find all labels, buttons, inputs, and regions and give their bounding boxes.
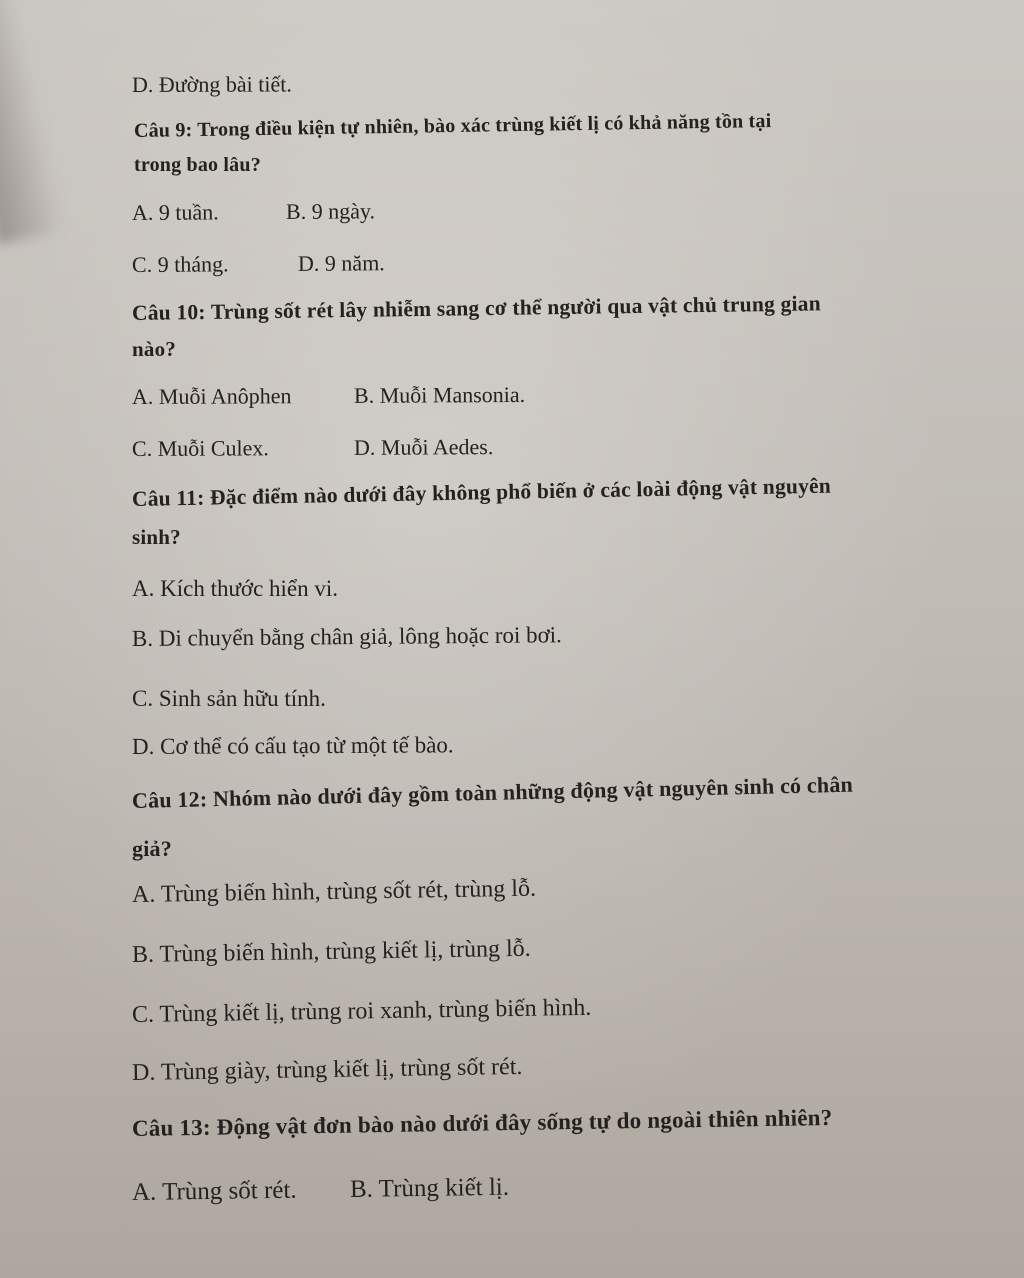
q9-options-cd: [132, 250, 385, 278]
q10-option-d: D. Muỗi Aedes.: [353, 434, 494, 460]
q10-option-b: B. Muỗi Mansonia.: [353, 381, 526, 408]
q13-options-ab: [132, 1175, 509, 1206]
q11-title-cont: sinh?: [132, 525, 181, 549]
q11-option-c: C. Sinh sản hữu tính.: [132, 686, 326, 711]
q11-option-d: D. Cơ thể có cấu tạo từ một tế bào.: [131, 732, 454, 759]
page-edge-shadow: [0, 0, 66, 244]
q13-option-a: A. Trùng sốt rét.: [131, 1176, 297, 1206]
q10-title-cont: nào?: [132, 337, 176, 361]
q8-option-d: D. Đường bài tiết.: [131, 71, 292, 97]
q10-options-cd: [132, 434, 493, 462]
q13-title: Câu 13: Động vật đơn bào nào dưới đây sống tự do ngoài thiên nhiên?: [131, 1104, 833, 1141]
q9-option-b: B. 9 ngày.: [285, 198, 376, 224]
q11-option-a: A. Kích thước hiển vi.: [132, 576, 339, 601]
q9-options-ab: [132, 198, 375, 226]
q9-title: Câu 9: Trong điều kiện tự nhiên, bào xác trùng kiết lị có khả năng tồn tại: [133, 109, 772, 142]
q11-option-b: B. Di chuyển bằng chân giả, lông hoặc roi bơi.: [131, 622, 562, 651]
q11-title: Câu 11: Đặc điểm nào dưới đây không phổ biến ở các loài động vật nguyên: [131, 473, 832, 511]
q12-option-d: D. Trùng giày, trùng kiết lị, trùng sốt rét.: [131, 1053, 523, 1086]
q12-option-b: B. Trùng biến hình, trùng kiết lị, trùng lỗ.: [131, 935, 531, 968]
q9-option-d: D. 9 năm.: [297, 250, 385, 276]
q10-title: Câu 10: Trùng sốt rét lây nhiễm sang cơ thể người qua vật chủ trung gian: [131, 291, 821, 325]
q10-options-ab: [132, 382, 525, 410]
q10-option-c: C. Muỗi Culex.: [131, 435, 269, 461]
q12-title-cont: giả?: [132, 836, 172, 861]
q12-option-c: C. Trùng kiết lị, trùng roi xanh, trùng biến hình.: [131, 994, 592, 1028]
q9-option-a: A. 9 tuần.: [131, 199, 219, 225]
q13-option-b: B. Trùng kiết lị.: [349, 1173, 510, 1203]
q9-title-cont: trong bao lâu?: [134, 154, 261, 176]
q12-option-a: A. Trùng biến hình, trùng sốt rét, trùng lỗ.: [131, 875, 537, 908]
q10-option-a: A. Muỗi Anôphen: [131, 383, 292, 409]
q12-title: Câu 12: Nhóm nào dưới đây gồm toàn những động vật nguyên sinh có chân: [131, 771, 854, 813]
q9-option-c: C. 9 tháng.: [131, 251, 229, 277]
